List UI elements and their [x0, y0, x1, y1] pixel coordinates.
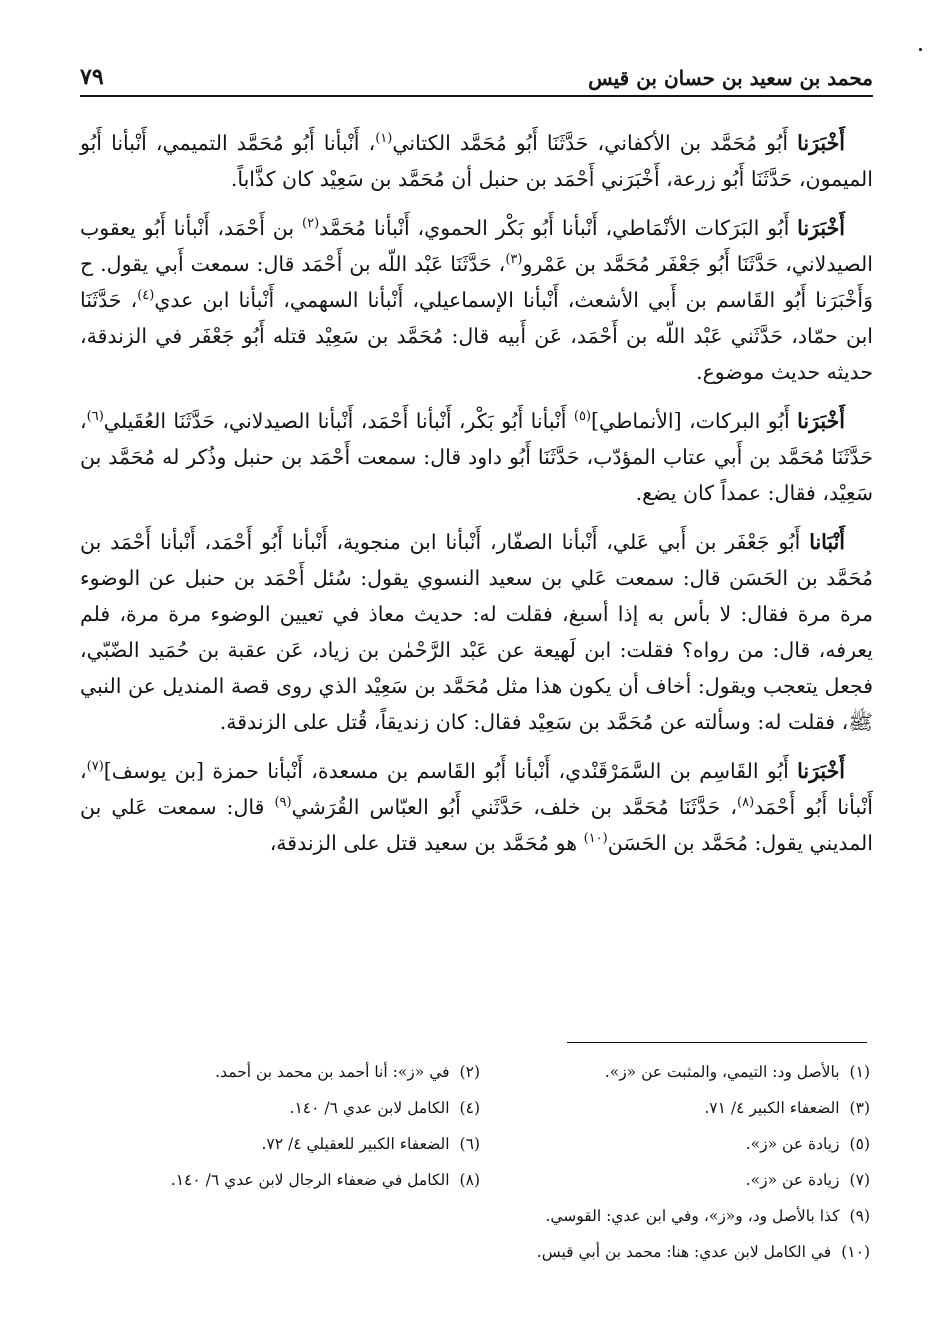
footnote-ref[interactable]: (٦) — [86, 409, 104, 425]
footnote — [500, 1162, 870, 1198]
footnote-divider — [567, 1042, 867, 1043]
paragraph-text: ، حَدَّثَنَا عَبْد اللّه بن أَحْمَد قال: سمعت أَبي يقول. ح وَأَخْبَرَنا أَبُو القَاسم بن أَبي الأشعث، أَنْبأنا الإسماعيلي، أَنْبأنا السهمي، أَنْبأنا ابن عدي — [80, 252, 873, 312]
footnote-text: الضعفاء الكبير للعقيلي ٤/ ٧٢. — [261, 1135, 450, 1153]
running-title: محمد بن سعيد بن حسان بن قيس — [588, 66, 873, 90]
footnote-number: (٤) — [459, 1099, 480, 1117]
footnote-row — [110, 1090, 870, 1126]
paragraph-text: أَبُو البَرَكات الأنْمَاطي، أَنْبأنا أَبُو بَكْر الحموي، أَنْبأنا مُحَمَّد — [319, 216, 798, 240]
paragraph — [80, 125, 873, 197]
paragraph-text: أَبُو البركات، [الأنماطي] — [591, 409, 798, 433]
footnote-text: في الكامل لابن عدي: هنا: محمد بن أبي قيس. — [536, 1243, 832, 1261]
paragraph — [80, 524, 873, 740]
footnote-text: في «ز»: أنا أحمد بن محمد بن أحمد. — [215, 1063, 450, 1081]
footnote-text: بالأصل ود: التيمي، والمثبت عن «ز». — [604, 1063, 840, 1081]
footnote-row — [110, 1054, 870, 1090]
footnote-ref[interactable]: (٣) — [505, 252, 523, 268]
footnote-number: (١) — [849, 1063, 870, 1081]
page-number: ٧٩ — [80, 64, 104, 90]
paragraph-text: قال: سمعت عَلي بن المديني يقول: مُحَمَّد بن الحَسَن — [80, 795, 873, 855]
paragraph-text: هو مُحَمَّد بن سعيد قتل على الزندقة، — [269, 831, 584, 855]
footnote-ref[interactable]: (٩) — [274, 795, 292, 811]
footnote-number: (٢) — [459, 1063, 480, 1081]
footnote-text: الكامل في ضعفاء الرجال لابن عدي ٦/ ١٤٠. — [170, 1171, 450, 1189]
footnote-text: كذا بالأصل ود، و«ز»، وفي ابن عدي: القوسي. — [545, 1207, 840, 1225]
page-header — [80, 55, 873, 97]
paragraph-text: ، حَدَّثَنَا مُحَمَّد بن خلف، حَدَّثَني أَبُو العبّاس القُرَشي — [291, 795, 738, 819]
footnote-number: (٩) — [849, 1207, 870, 1225]
paragraph-text: ، أَنْبأنا أَبُو مُحَمَّد التميمي، أَنْبأنا أَبُو الميمون، حَدَّثَنَا أَبُو زرعة، أَخْبَرَني أَحْمَد بن حنبل أن مُحَمَّد بن سَعِيْد كان كذَّاباً. — [80, 131, 873, 191]
footnote-number: (٨) — [459, 1171, 480, 1189]
footnote — [110, 1234, 870, 1270]
footnote-ref[interactable]: (٨) — [737, 795, 755, 811]
footnote — [110, 1198, 870, 1234]
footnote-number: (٧) — [849, 1171, 870, 1189]
narration-lead: أَنْبَانا — [809, 530, 845, 554]
footnote-row — [110, 1126, 870, 1162]
footnote — [500, 1090, 870, 1126]
footnote — [110, 1054, 480, 1090]
footnote-number: (٥) — [849, 1135, 870, 1153]
footnote-ref[interactable]: (٤) — [137, 288, 155, 304]
main-text — [80, 125, 873, 874]
footnote — [500, 1054, 870, 1090]
footnote — [110, 1126, 480, 1162]
footnote-text: زيادة عن «ز». — [745, 1171, 840, 1189]
paragraph — [80, 403, 873, 511]
paragraph — [80, 210, 873, 390]
footnote — [110, 1162, 480, 1198]
footnote-ref[interactable]: (٧) — [86, 759, 104, 775]
ink-speck — [919, 48, 922, 51]
narration-lead: أَخْبَرَنا — [797, 409, 845, 433]
footnote-row — [110, 1162, 870, 1198]
paragraph-text: أَبُو جَعْفَر بن أَبي عَلي، أَنْبأنا الصفّار، أَنْبأنا ابن منجوية، أَنْبأنا أَبُو أَحْمَد، أَنْبأنا أَحْمَد بن مُحَمَّد بن الحَسَن قال: سمعت عَلي بن سعيد النسوي يقول: سُئل أَحْمَد بن حنبل عن الوضوء مرة مرة فقال: لا بأس به إذا أسبغ، فقلت له: حديث معاذ في تعيين الوضوء مرة مرة، فلم يعرفه، قال: من رواه؟ فقلت: ابن لَهيعة عن عَبْد الرَّحْمٰن بن زياد، عَن عقبة بن حُمَيد الضّبّي، فجعل يتعجب ويقول: أخاف أن يكون هذا مثل مُحَمَّد بن سَعِيْد الذي روى قصة المنديل عن النبي ﷺ، فقلت له: وسألته عن مُحَمَّد بن سَعِيْد فقال: كان زنديقاً، قُتل على الزندقة. — [80, 530, 873, 734]
paragraph-text: أَبُو مُحَمَّد بن الأكفاني، حَدَّثَنَا أَبُو مُحَمَّد الكتاني — [392, 131, 798, 155]
paragraph-text: بن أَحْمَد، أَنْبأنا أَبُو يعقوب الصيدلاني، حَدَّثَنَا أَبُو جَعْفَر مُحَمَّد بن عَمْرو — [80, 216, 873, 276]
footnote-number: (١٠) — [841, 1243, 870, 1261]
paragraph — [80, 753, 873, 861]
footnote-text: الكامل لابن عدي ٦/ ١٤٠. — [289, 1099, 450, 1117]
footnote-ref[interactable]: (١) — [375, 131, 393, 147]
narration-lead: أَخْبَرَنا — [797, 131, 845, 155]
footnote-text: الضعفاء الكبير ٤/ ٧١. — [704, 1099, 840, 1117]
footnote-text: زيادة عن «ز». — [745, 1135, 840, 1153]
footnote-number: (٦) — [459, 1135, 480, 1153]
footnote — [500, 1126, 870, 1162]
paragraph-text: ، أَنْبأنا أَبُو أَحْمَد — [80, 759, 873, 819]
footnote-number: (٣) — [849, 1099, 870, 1117]
footnote — [110, 1090, 480, 1126]
paragraph-text: ، حَدَّثَنَا ابن حمّاد، حَدَّثَني عَبْد اللّه بن أَحْمَد، عَن أَبيه قال: مُحَمَّد بن سَعِيْد قتله أَبُو جَعْفَر في الزندقة، حديثه حديث موضوع. — [80, 288, 873, 384]
footnote-ref[interactable]: (٢) — [302, 216, 320, 232]
footnote-ref[interactable]: (٥) — [573, 409, 592, 425]
narration-lead: أَخْبَرَنا — [797, 759, 845, 783]
paragraph-text: ، حَدَّثَنَا مُحَمَّد بن أَبي عتاب المؤدّب، حَدَّثَنَا أَبُو داود قال: سمعت أَحْمَد بن حنبل وذُكر له مُحَمَّد بن سَعِيْد، فقال: عمداً كان يضع. — [80, 409, 873, 505]
paragraph-text: أَنْبأنا أَبُو بَكْر، أَنْبأنا أَحْمَد، أَنْبأنا الصيدلاني، حَدَّثَنَا العُقَيلي — [103, 409, 574, 433]
paragraph-text: أَبُو القَاسِم بن السَّمَرْقَنْدي، أَنْبأنا أَبُو القَاسم بن مسعدة، أَنْبأنا حمزة [بن يوسف] — [103, 759, 798, 783]
footnotes — [110, 1054, 870, 1270]
narration-lead: أَخْبَرَنا — [797, 216, 845, 240]
footnote-ref[interactable]: (١٠) — [583, 831, 608, 847]
